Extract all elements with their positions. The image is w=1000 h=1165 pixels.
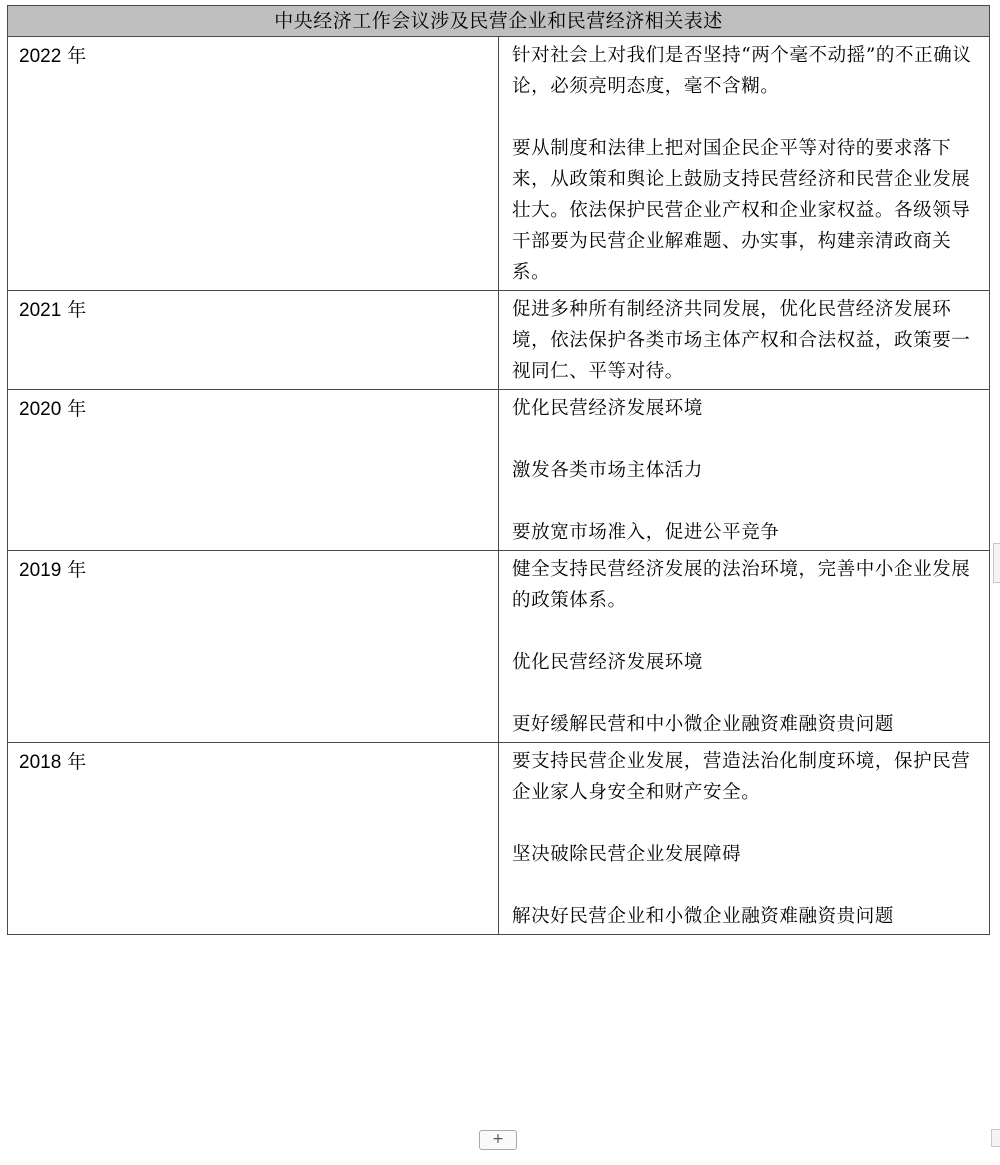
statement-paragraph: 解决好民营企业和小微企业融资难融资贵问题 — [512, 906, 895, 927]
statement-paragraph: 激发各类市场主体活力 — [512, 460, 704, 481]
table-row — [8, 551, 990, 743]
year-value: 2019 — [19, 560, 62, 581]
statement-paragraph: 要支持民营企业发展，营造法治化制度环境，保护民营企业家人身安全和财产安全。 — [512, 751, 971, 803]
statement-paragraph: 更好缓解民营和中小微企业融资难融资贵问题 — [512, 714, 895, 735]
year-value: 2022 — [19, 46, 62, 67]
year-unit: 年 — [67, 559, 87, 581]
statements-table — [7, 5, 990, 935]
year-unit: 年 — [67, 299, 87, 321]
statement-paragraph: 促进多种所有制经济共同发展，优化民营经济发展环境，依法保护各类市场主体产权和合法权益，政策要一视同仁、平等对待。 — [512, 299, 971, 382]
year-cell[interactable] — [8, 743, 499, 935]
table-row — [8, 743, 990, 935]
statement-paragraph: 要放宽市场准入，促进公平竞争 — [512, 522, 780, 543]
statement-cell[interactable] — [499, 743, 990, 935]
statement-cell[interactable] — [499, 390, 990, 551]
statement-paragraph: 针对社会上对我们是否坚持“两个毫不动摇”的不正确议论，必须亮明态度，毫不含糊。 — [512, 45, 972, 97]
table-title: 中央经济工作会议涉及民营企业和民营经济相关表述 — [8, 6, 990, 37]
column-resize-handle[interactable] — [993, 543, 1000, 583]
table-row — [8, 291, 990, 390]
year-cell[interactable] — [8, 390, 499, 551]
statement-paragraph: 健全支持民营经济发展的法治环境，完善中小企业发展的政策体系。 — [512, 559, 971, 611]
statement-cell[interactable] — [499, 291, 990, 390]
year-value: 2018 — [19, 752, 62, 773]
statement-paragraph: 坚决破除民营企业发展障碍 — [512, 844, 742, 865]
table-resize-handle[interactable] — [991, 1129, 1000, 1147]
table-header-row — [8, 6, 990, 37]
add-row-button[interactable]: + — [479, 1130, 517, 1150]
statement-paragraph: 优化民营经济发展环境 — [512, 398, 704, 419]
year-unit: 年 — [67, 398, 87, 420]
year-unit: 年 — [67, 751, 87, 773]
year-cell[interactable] — [8, 551, 499, 743]
year-cell[interactable] — [8, 37, 499, 291]
statement-cell[interactable] — [499, 37, 990, 291]
statement-paragraph: 优化民营经济发展环境 — [512, 652, 704, 673]
table-row — [8, 390, 990, 551]
statement-cell[interactable] — [499, 551, 990, 743]
year-cell[interactable] — [8, 291, 499, 390]
table-body — [8, 37, 990, 935]
year-value: 2020 — [19, 399, 62, 420]
year-value: 2021 — [19, 300, 62, 321]
statement-paragraph: 要从制度和法律上把对国企民企平等对待的要求落下来，从政策和舆论上鼓励支持民营经济和民营企业发展壮大。依法保护民营企业产权和企业家权益。各级领导干部要为民营企业解难题、办实事，构建亲清政商关系。 — [512, 138, 971, 283]
table-row — [8, 37, 990, 291]
year-unit: 年 — [67, 45, 87, 67]
